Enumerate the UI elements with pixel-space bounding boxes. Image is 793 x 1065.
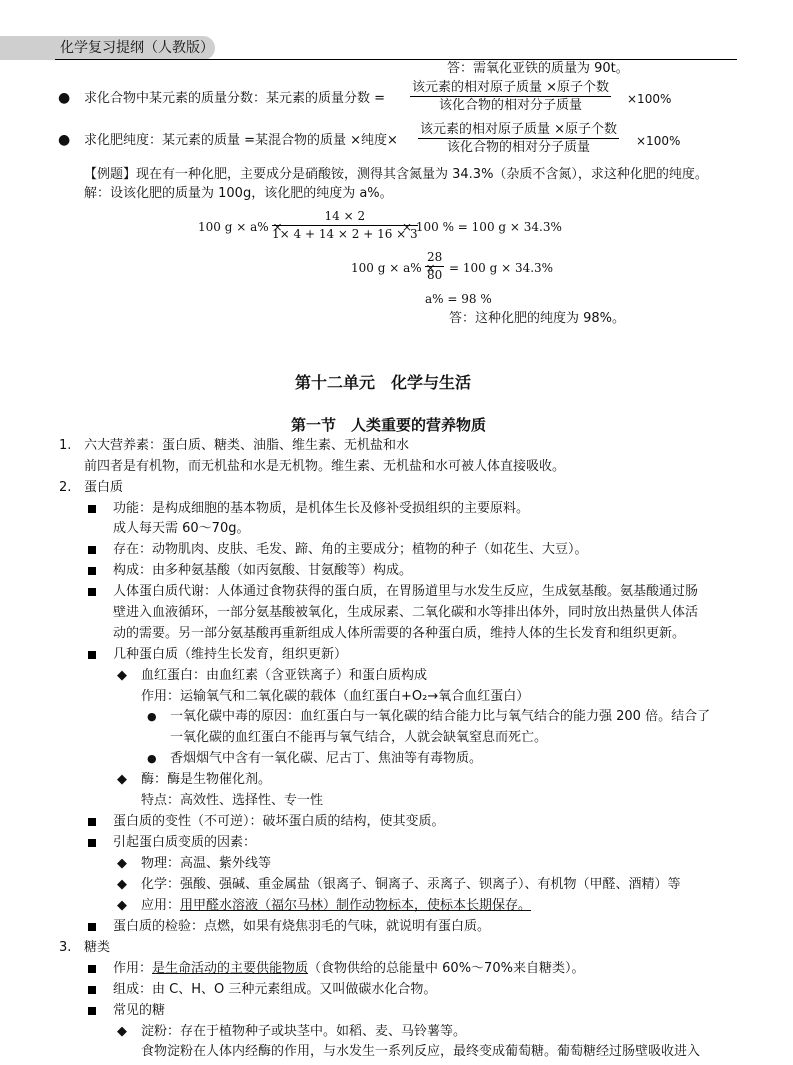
square-bullet: [88, 818, 96, 826]
fraction-numerator: 28: [425, 249, 444, 267]
co-poisoning-2: 一氧化碳的血红蛋白不能再与氧气结合，人就会缺氧窒息而死亡。: [170, 730, 548, 745]
protein-sources: 存在：动物肌肉、皮肤、毛发、蹄、角的主要成分；植物的种子（如花生、大豆）。: [113, 542, 588, 557]
section-title: 第一节 人类重要的营养物质: [291, 416, 487, 434]
cigarette-smoke: 香烟烟气中含有一氧化碳、尼古丁、焦油等有毒物质。: [170, 751, 483, 766]
purity-label: 求化肥纯度：某元素的质量 =某混合物的质量 ×纯度×: [84, 133, 398, 148]
hemoglobin: 血红蛋白：由血红素（含亚铁离子）和蛋白质构成: [141, 668, 428, 683]
bullet-dot: ●: [147, 710, 157, 723]
mass-fraction-formula: [410, 79, 611, 114]
square-bullet: [88, 965, 96, 973]
application-text: 用甲醛水溶液（福尔马林）制作动物标本，使标本长期保存。: [180, 898, 532, 913]
header-rule: [55, 59, 737, 60]
diamond-bullet: ◆: [117, 877, 127, 892]
diamond-bullet: ◆: [117, 1024, 127, 1039]
header-tab: [0, 36, 215, 60]
square-bullet: [88, 651, 96, 659]
protein-test: 蛋白质的检验：点燃，如果有烧焦羽毛的气味，就说明有蛋白质。: [113, 919, 491, 934]
square-bullet: [88, 505, 96, 513]
eq1-left: 100 g × a% ×: [198, 220, 283, 234]
item-sugars: 糖类: [84, 940, 111, 955]
eq3: a% = 98 %: [425, 292, 492, 306]
square-bullet: [88, 546, 96, 554]
fraction-denominator: 1× 4 + 14 × 2 + 16 × 3: [272, 227, 418, 241]
starch-digestion: 食物淀粉在人体内经酶的作用，与水发生一系列反应，最终变成葡萄糖。葡萄糖经过肠壁吸收进入: [141, 1044, 701, 1059]
protein-metabolism-2: 壁进入血液循环，一部分氨基酸被氧化，生成尿素、二氧化碳和水等排出体外，同时放出热量供人体活: [113, 605, 699, 620]
sugar-composition: 组成：由 C、H、O 三种元素组成。又叫做碳水化合物。: [113, 982, 437, 997]
fraction-numerator: 14 × 2: [272, 208, 418, 226]
protein-types: 几种蛋白质（维持生长发育，组织更新）: [113, 647, 348, 662]
diamond-bullet: ◆: [117, 668, 127, 683]
fraction-numerator: 该元素的相对原子质量 ×原子个数: [420, 122, 618, 137]
eq1-right: × 100 % = 100 g × 34.3%: [402, 220, 562, 234]
hemoglobin-role: 作用：运输氧气和二氧化碳的载体（血红蛋白+O₂→氧合血红蛋白）: [141, 689, 530, 704]
sugar-role-main: 是生命活动的主要供能物质: [152, 961, 309, 976]
bullet-dot: ●: [58, 90, 71, 106]
times-100: ×100%: [636, 134, 681, 148]
square-bullet: [88, 923, 96, 931]
protein-metabolism: 人体蛋白质代谢：人体通过食物获得的蛋白质，在胃肠道里与水发生反应，生成氨基酸。氨基酸通过肠: [113, 584, 699, 599]
sugar-role-note: （食物供给的总能量中 60%～70%来自糖类）。: [308, 961, 585, 976]
eq2-left: 100 g × a% ×: [351, 261, 436, 275]
fraction-numerator: 该元素的相对原子质量 ×原子个数: [412, 80, 610, 95]
mass-fraction-label: 求化合物中某元素的质量分数：某元素的质量分数 =: [84, 91, 386, 106]
square-bullet: [88, 567, 96, 575]
eq2-fraction: [425, 249, 444, 284]
application-label: 应用：: [141, 898, 181, 913]
common-sugars: 常见的糖: [113, 1003, 166, 1018]
fraction-denominator: 该化合物的相对分子质量: [439, 98, 583, 113]
factor-application: [141, 897, 531, 915]
sugar-role: [113, 960, 584, 978]
purity-formula: [418, 121, 619, 156]
protein-composition: 构成：由多种氨基酸（如丙氨酸、甘氨酸等）构成。: [113, 563, 413, 578]
item-nutrients-note: 前四者是有机物，而无机盐和水是无机物。维生素、无机盐和水可被人体直接吸收。: [84, 459, 566, 474]
eq1-fraction: [272, 208, 418, 243]
starch: 淀粉：存在于植物种子或块茎中。如稻、麦、马铃薯等。: [141, 1024, 467, 1039]
enzyme: 酶：酶是生物催化剂。: [141, 772, 272, 787]
item-nutrients: 六大营养素：蛋白质、糖类、油脂、维生素、无机盐和水: [84, 438, 410, 453]
denature-factors: 引起蛋白质变质的因素：: [113, 835, 257, 850]
unit-title: 第十二单元 化学与生活: [295, 373, 472, 392]
item-number: 3.: [59, 940, 72, 955]
header-title: 化学复习提纲（人教版）: [60, 40, 214, 56]
item-number: 2.: [59, 480, 72, 495]
diamond-bullet: ◆: [117, 856, 127, 871]
square-bullet: [88, 986, 96, 994]
protein-daily-need: 成人每天需 60～70g。: [113, 521, 250, 536]
enzyme-traits: 特点：高效性、选择性、专一性: [141, 793, 324, 808]
diamond-bullet: ◆: [117, 772, 127, 787]
sugar-role-label: 作用：: [113, 961, 153, 976]
protein-metabolism-3: 动的需要。另一部分氨基酸再重新组成人体所需要的各种蛋白质，维持人体的生长发育和组织更新。: [113, 626, 686, 641]
answer-purity: 答：这种化肥的纯度为 98%。: [449, 311, 626, 326]
answer-feo: 答：需氧化亚铁的质量为 90t。: [447, 61, 629, 76]
protein-function: 功能：是构成细胞的基本物质，是机体生长及修补受损组织的主要原料。: [113, 501, 530, 516]
factor-physical: 物理：高温、紫外线等: [141, 856, 272, 871]
times-100: ×100%: [627, 92, 672, 106]
diamond-bullet: ◆: [117, 898, 127, 913]
fraction-denominator: 该化合物的相对分子质量: [447, 140, 591, 155]
solution-text: 解：设该化肥的质量为 100g，该化肥的纯度为 a%。: [84, 186, 393, 201]
item-number: 1.: [59, 438, 72, 453]
square-bullet: [88, 588, 96, 596]
square-bullet: [88, 1007, 96, 1015]
item-protein: 蛋白质: [84, 480, 124, 495]
example-text: 【例题】现在有一种化肥，主要成分是硝酸铵，测得其含氮量为 34.3%（杂质不含氮），求这种化肥的纯度。: [84, 167, 708, 182]
bullet-dot: ●: [58, 132, 71, 148]
protein-denature: 蛋白质的变性（不可逆）：破坏蛋白质的结构，使其变质。: [113, 814, 445, 829]
factor-chemical: 化学：强酸、强碱、重金属盐（银离子、铜离子、汞离子、钡离子）、有机物（甲醛、酒精）等: [141, 877, 681, 892]
fraction-denominator: 80: [427, 268, 443, 282]
square-bullet: [88, 839, 96, 847]
eq2-right: = 100 g × 34.3%: [449, 261, 554, 275]
co-poisoning: 一氧化碳中毒的原因：血红蛋白与一氧化碳的结合能力比与氧气结合的能力强 200 倍。结合了: [170, 709, 711, 724]
bullet-dot: ●: [147, 752, 157, 765]
